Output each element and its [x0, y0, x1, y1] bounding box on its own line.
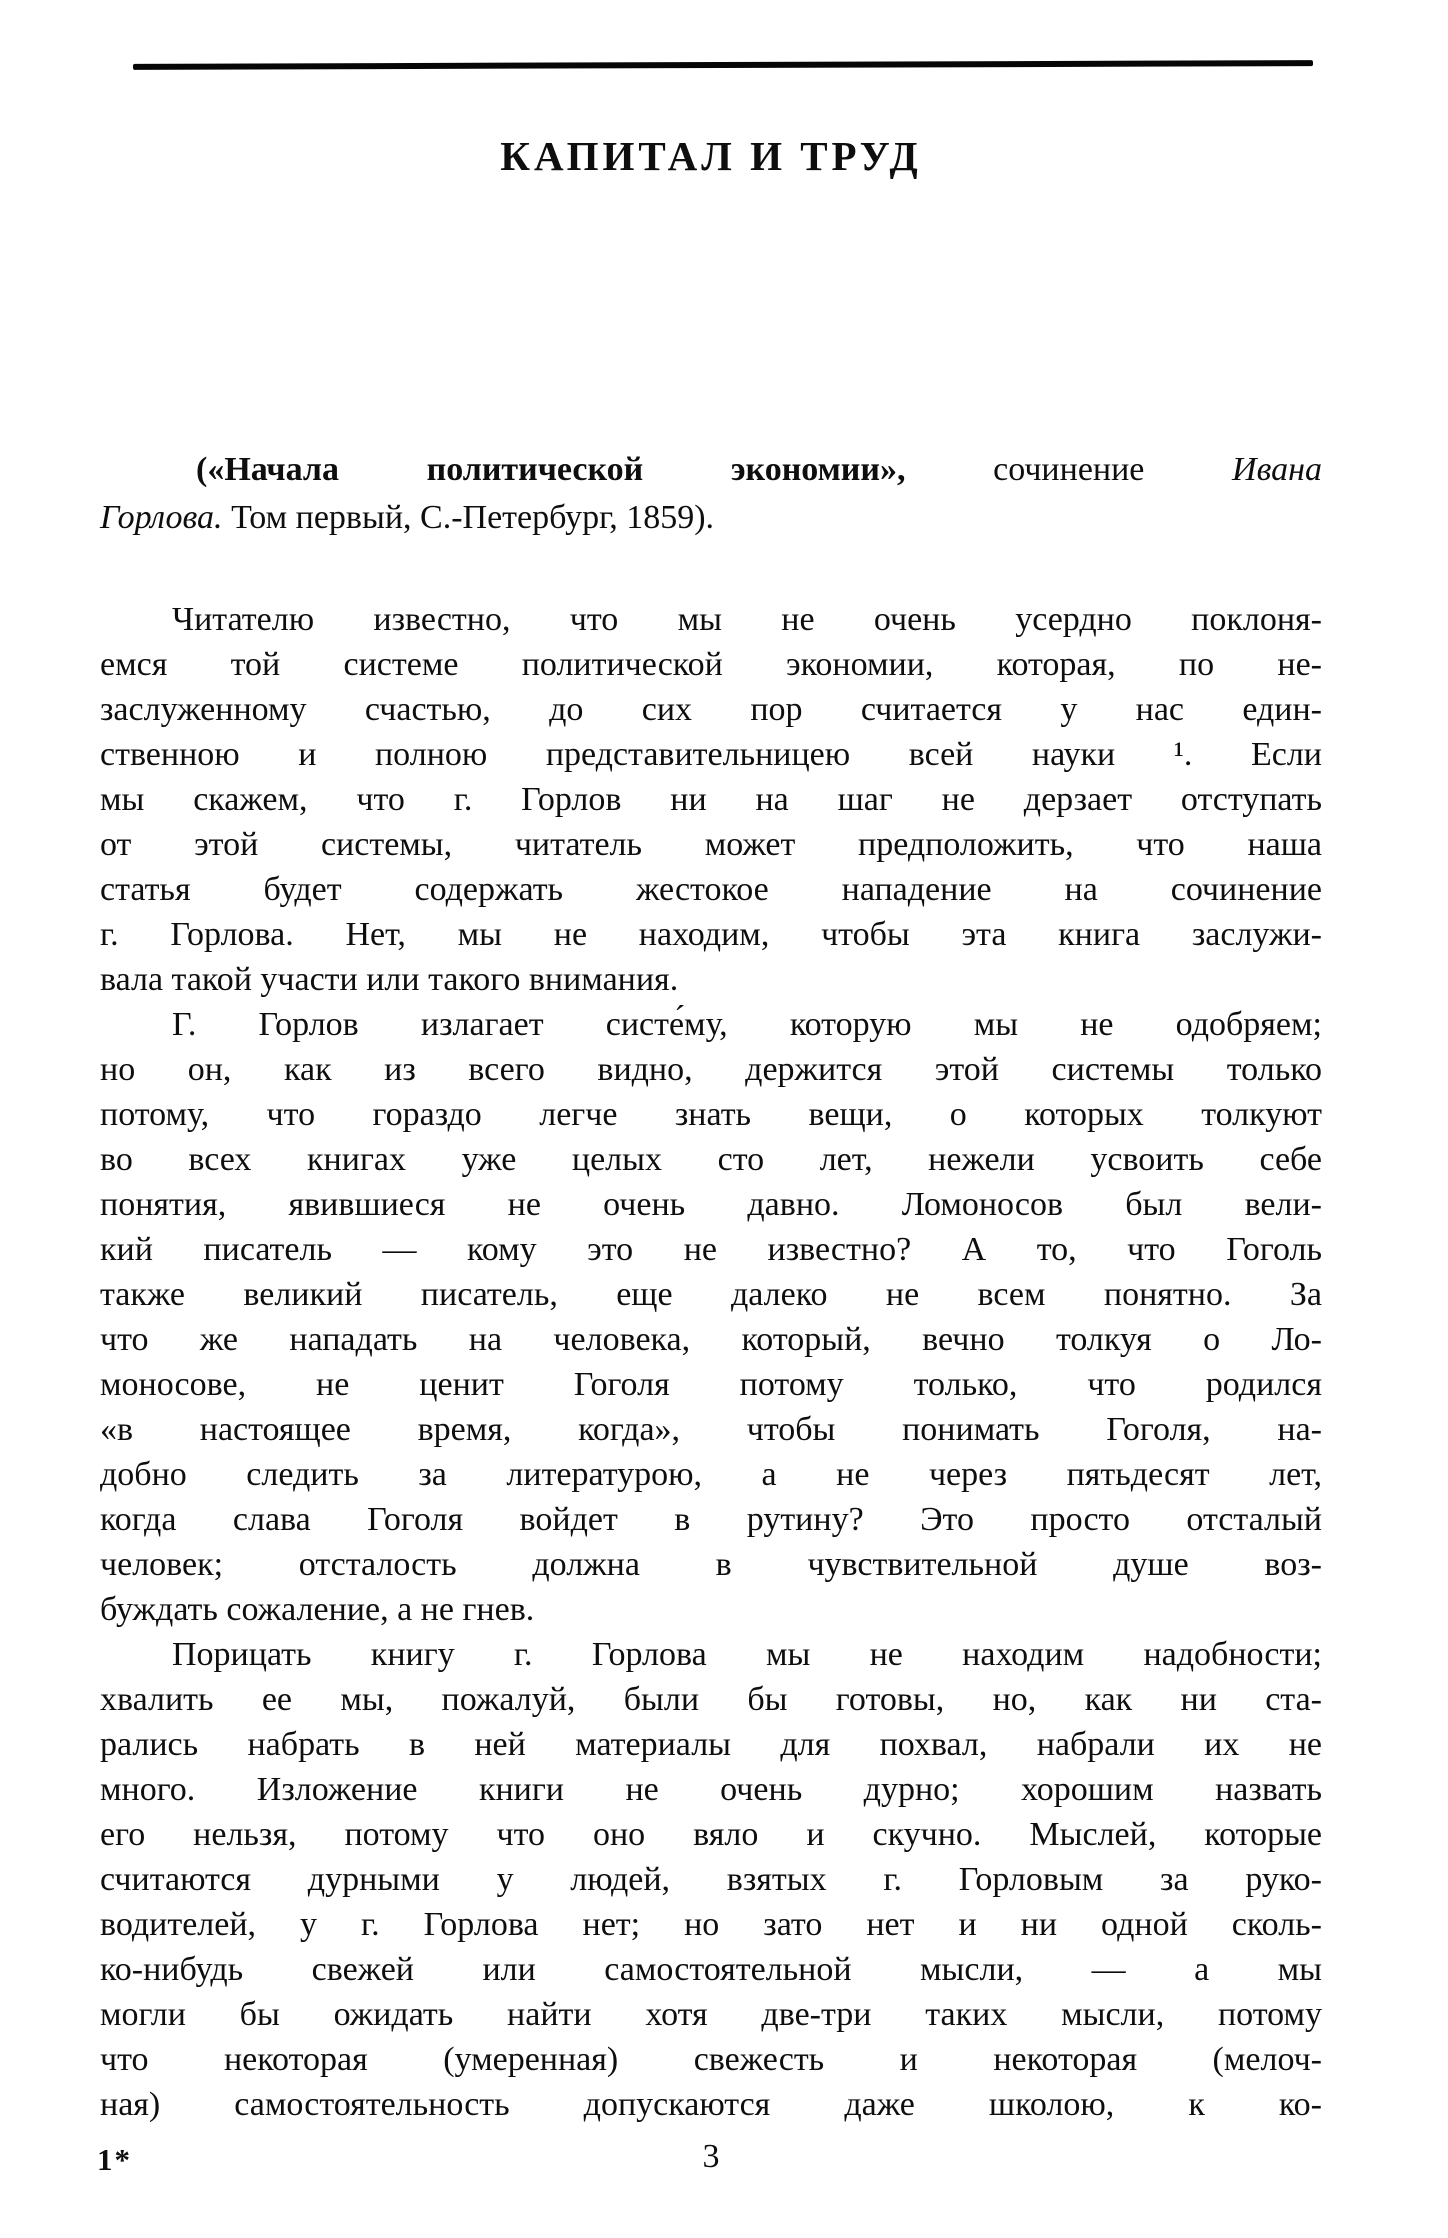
body-line: могли бы ожидать найти хотя две-три таких мысли, потому — [100, 1996, 1322, 2033]
body-line: статья будет содержать жестокое нападение на сочинение — [100, 871, 1322, 908]
body-line: во всех книгах уже целых сто лет, нежели усвоить себе — [100, 1141, 1322, 1178]
body-line: Порицать книгу г. Горлова мы не находим надобности; — [172, 1636, 1322, 1673]
subtitle-segment: («Начала политической экономии», — [196, 451, 906, 488]
body-line: емся той системе политической экономии, которая, по не- — [100, 646, 1322, 683]
subtitle — [100, 446, 1322, 542]
body-line: считаются дурными у людей, взятых г. Горловым за руко- — [100, 1861, 1322, 1898]
body-line: г. Горлова. Нет, мы не находим, чтобы эта книга заслужи- — [100, 916, 1322, 953]
body-line: мы скажем, что г. Горлов ни на шаг не дерзает отступать — [100, 781, 1322, 818]
body-line: водителей, у г. Горлова нет; но зато нет и ни одной сколь- — [100, 1906, 1322, 1943]
body-line: моносове, не ценит Гоголя потому только, что родился — [100, 1366, 1322, 1403]
subtitle-segment: Том первый, С.-Петербург, 1859). — [222, 499, 715, 536]
signature-mark: 1* — [97, 2142, 132, 2177]
body-line: но он, как из всего видно, держится этой системы только — [100, 1051, 1322, 1088]
subtitle-segment: сочинение — [905, 451, 1233, 488]
body-line: что же нападать на человека, который, вечно толкуя о Ло- — [100, 1321, 1322, 1358]
body-line: добно следить за литературою, а не через пятьдесят лет, — [100, 1456, 1322, 1493]
body-line: Читателю известно, что мы не очень усердно поклоня- — [172, 601, 1322, 638]
body-line: Г. Горлов излагает систе́му, которую мы не одобряем; — [172, 1006, 1322, 1043]
body-line: что некоторая (умеренная) свежесть и некоторая (мелоч- — [100, 2041, 1322, 2078]
body-line: «в настоящее время, когда», чтобы понимать Гоголя, на- — [100, 1411, 1322, 1448]
body-line: когда слава Гоголя войдет в рутину? Это просто отсталый — [100, 1501, 1322, 1538]
body-line: хвалить ее мы, пожалуй, были бы готовы, но, как ни ста- — [100, 1681, 1322, 1718]
body-line: ко-нибудь свежей или самостоятельной мысли, — а мы — [100, 1951, 1322, 1988]
page-title: КАПИТАЛ И ТРУД — [500, 133, 922, 179]
body-text — [100, 597, 1322, 2127]
body-line: понятия, явившиеся не очень давно. Ломоносов был вели- — [100, 1186, 1322, 1223]
body-line: ная) самостоятельность допускаются даже школою, к ко- — [100, 2086, 1322, 2123]
body-line: также великий писатель, еще далеко не всем понятно. За — [100, 1276, 1322, 1313]
top-rule-divider — [133, 60, 1313, 70]
subtitle-line — [100, 494, 1322, 542]
body-line: потому, что гораздо легче знать вещи, о которых толкуют — [100, 1096, 1322, 1133]
body-line: буждать сожаление, а не гнев. — [100, 1591, 535, 1628]
subtitle-segment: Горлова. — [100, 499, 223, 536]
body-line: заслуженному счастью, до сих пор считается у нас един- — [100, 691, 1322, 728]
body-line: ственною и полною представительницею всей науки ¹. Если — [100, 736, 1322, 773]
body-line: от этой системы, читатель может предположить, что наша — [100, 826, 1322, 863]
body-line: его нельзя, потому что оно вяло и скучно. Мыслей, которые — [100, 1816, 1322, 1853]
body-line: вала такой участи или такого внимания. — [100, 961, 679, 998]
body-line: рались набрать в ней материалы для похвал, набрали их не — [100, 1726, 1322, 1763]
page-number: 3 — [702, 2138, 720, 2175]
subtitle-segment: Ивана — [1232, 451, 1322, 488]
body-line: кий писатель — кому это не известно? А то, что Гоголь — [100, 1231, 1322, 1268]
body-line: много. Изложение книги не очень дурно; хорошим назвать — [100, 1771, 1322, 1808]
subtitle-line — [100, 446, 1322, 494]
body-line: человек; отсталость должна в чувствительной душе воз- — [100, 1546, 1322, 1583]
